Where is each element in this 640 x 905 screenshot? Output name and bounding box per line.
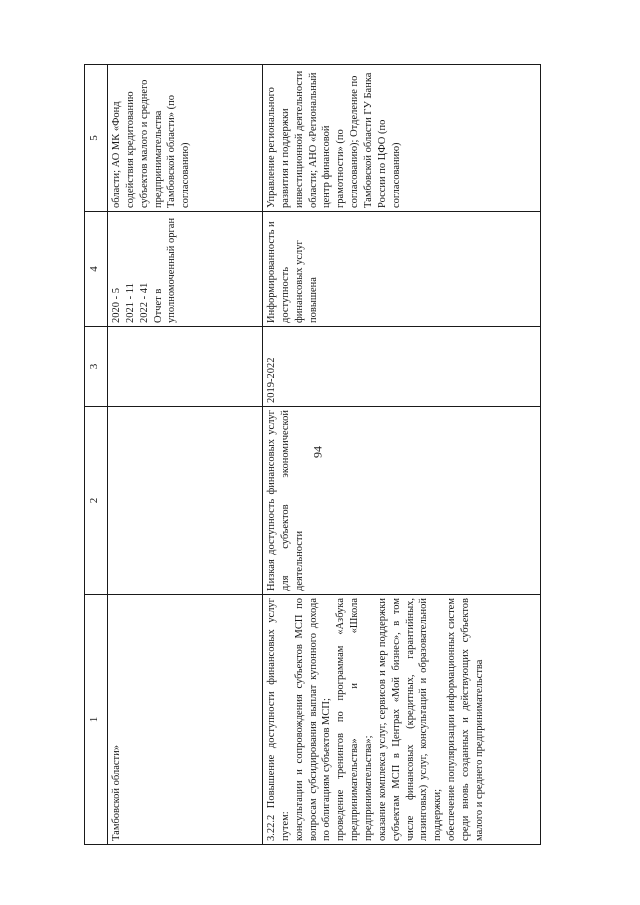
cell-responsible: области; АО МК «Фонд содействия кредитованию субъектов малого и среднего предпринимательства Тамбовской области» (по согласованию) [108,65,263,212]
header-col-4: 4 [85,212,108,327]
cell-period: 2019-2022 [263,327,541,407]
rotated-table-wrapper [84,65,554,845]
cell-period [108,327,263,407]
measure-line: оказание комплекса услуг, сервисов и мер поддержки субъектам МСП в Центрах «Мой бизнес», в том числе финансовых (кредитных, гарантийных, лизинговых) услуг, консультаций и образовательной поддержки; [376,598,444,841]
page-number: 94 [310,446,325,458]
measure-line: обеспечение популяризации информационных систем среди вновь созданных и действующих субъектов малого и среднего предпринимательства [446,598,485,841]
cell-problem [108,407,263,595]
measure-line: консультации и сопровождения субъектов МСП по вопросам субсидирования выплат купонного дохода по облигациям субъектов МСП; [293,598,333,841]
cell-measure: Тамбовской области» [108,595,263,845]
cell-responsible: Управление регионального развития и поддержки инвестиционной деятельности области; АНО «Региональный центр финансовой грамотности» (по согласованию); Отделение по Тамбовской области ГУ Банка России по ЦФО (по согласованию) [263,65,541,212]
measure-line: 3.22.2 Повышение доступности финансовых услуг путем: [266,598,291,841]
cell-result [108,212,263,327]
cell-measure [263,595,541,845]
measure-line: проведение тренингов по программам «Азбука предпринимательства» и «Школа предпринимательства»; [335,598,375,841]
measures-table [84,64,541,845]
header-col-2: 2 [85,407,108,595]
table-row [263,65,541,845]
result-line: 2022 - 41 [138,282,150,323]
result-line: 2020 - 5 [111,288,122,323]
table-row [108,65,263,845]
cell-problem: Низкая доступность финансовых услуг для субъектов экономической деятельности [263,407,541,595]
header-row [85,65,108,845]
result-line: 2021 - 11 [124,283,136,323]
cell-result: Информированность и доступность финансовых услуг повышена [263,212,541,327]
header-col-5: 5 [85,65,108,212]
header-col-3: 3 [85,327,108,407]
result-line: Отчет в уполномоченный орган [152,217,178,323]
header-col-1: 1 [85,595,108,845]
